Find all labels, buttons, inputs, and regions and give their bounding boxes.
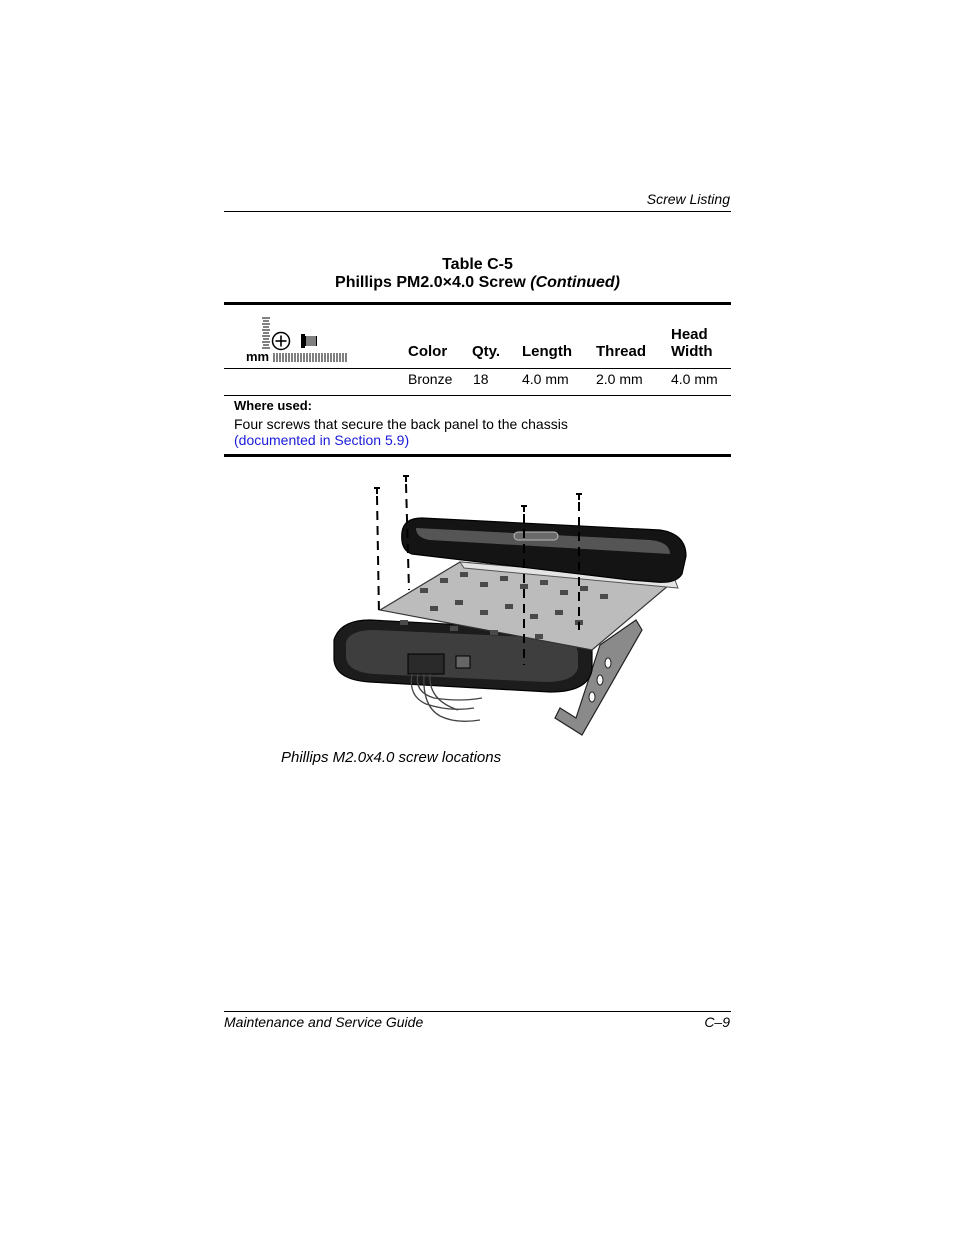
col-header-head: Head: [671, 326, 708, 343]
footer-title: Maintenance and Service Guide: [224, 1014, 424, 1030]
header-divider: [224, 211, 731, 212]
cell-length: 4.0 mm: [522, 371, 569, 387]
table-bottom-rule: [224, 454, 731, 457]
ruler-unit-label: mm: [246, 349, 270, 364]
where-used-label: Where used:: [234, 398, 313, 413]
where-used-text: Four screws that secure the back panel to the chassis: [234, 416, 568, 432]
footer-divider: [224, 1011, 731, 1012]
screw-location-figure: [330, 470, 700, 742]
table-title: Table C-5: [442, 256, 513, 273]
page-number: C–9: [704, 1014, 730, 1030]
section-link[interactable]: (documented in Section 5.9): [234, 432, 410, 448]
col-header-width: Width: [671, 343, 713, 360]
cell-head-width: 4.0 mm: [671, 371, 718, 387]
data-row-rule: [224, 395, 731, 396]
col-header-thread: Thread: [596, 343, 647, 360]
table-subtitle: [224, 274, 731, 292]
figure-caption: Phillips M2.0x4.0 screw locations: [281, 749, 502, 766]
header-row-rule: [224, 368, 731, 369]
cell-color: Bronze: [408, 371, 453, 387]
col-header-qty: Qty.: [472, 343, 501, 360]
table-subtitle-continued: (Continued): [530, 274, 620, 291]
cell-qty: 18: [473, 371, 489, 387]
cell-thread: 2.0 mm: [596, 371, 643, 387]
col-header-length: Length: [522, 343, 572, 360]
table-top-rule: [224, 302, 731, 305]
col-header-color: Color: [408, 343, 448, 360]
running-header: Screw Listing: [646, 191, 730, 207]
table-subtitle-main: Phillips PM2.0×4.0 Screw: [335, 274, 526, 291]
